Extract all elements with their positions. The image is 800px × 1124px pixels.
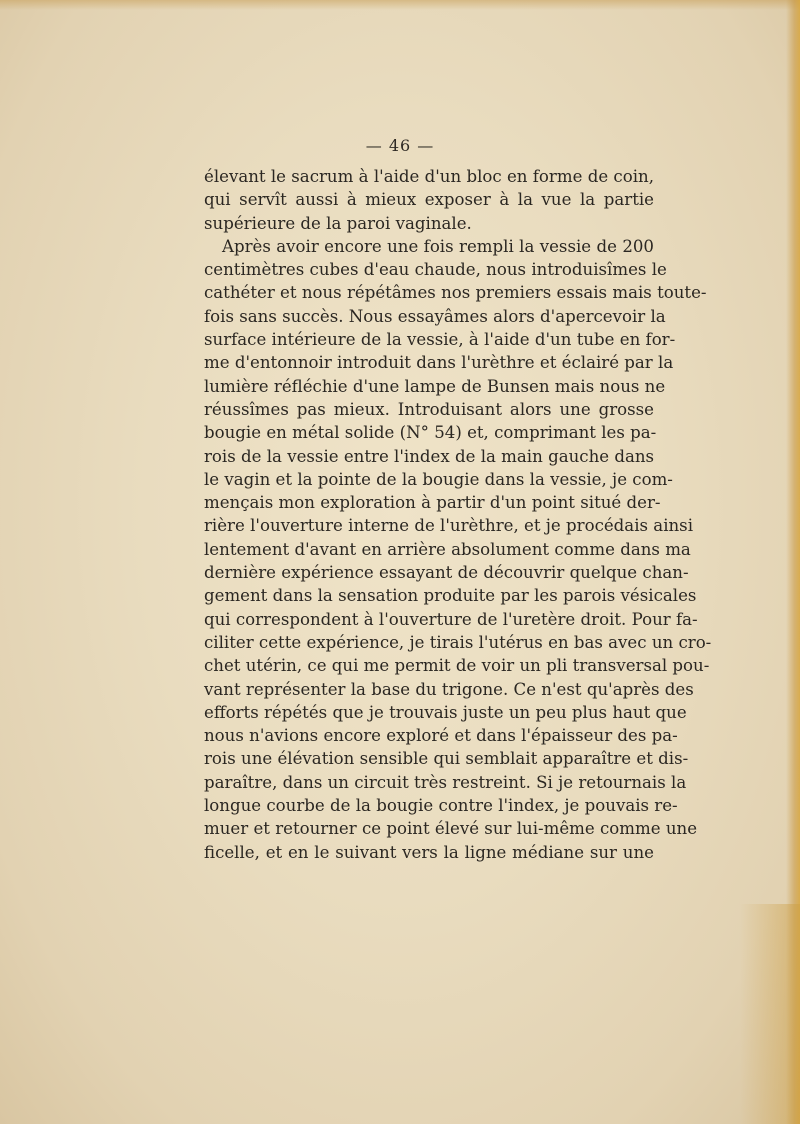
text-line: qui correspondent à l'ouverture de l'uretère droit. Pour fa- bbox=[204, 609, 698, 629]
text-line: lentement d'avant en arrière absolument comme dans ma bbox=[204, 539, 691, 559]
text-line: mençais mon exploration à partir d'un point situé der- bbox=[204, 493, 661, 513]
text-line: Après avoir encore une fois rempli la vessie de 200 bbox=[222, 236, 654, 256]
text-line: réussîmes pas mieux. Introduisant alors une grosse bbox=[204, 399, 654, 419]
text-line: vant représenter la base du trigone. Ce n'est qu'après des bbox=[204, 679, 694, 699]
text-line: longue courbe de la bougie contre l'index, je pouvais re- bbox=[204, 796, 678, 816]
page-number: — 46 — bbox=[365, 136, 435, 155]
page-corner-stain bbox=[740, 904, 800, 1124]
text-line: ciliter cette expérience, je tirais l'utérus en bas avec un cro- bbox=[204, 632, 712, 652]
text-line: nous n'avions encore exploré et dans l'épaisseur des pa- bbox=[204, 726, 678, 746]
text-line: dernière expérience essayant de découvrir quelque chan- bbox=[204, 563, 689, 583]
text-line: lumière réfléchie d'une lampe de Bunsen mais nous ne bbox=[204, 376, 666, 396]
text-line: rois de la vessie entre l'index de la main gauche dans bbox=[204, 446, 655, 466]
text-line: centimètres cubes d'eau chaude, nous introduisîmes le bbox=[204, 260, 667, 280]
text-line: bougie en métal solide (N° 54) et, comprimant les pa- bbox=[204, 423, 657, 443]
text-line: rière l'ouverture interne de l'urèthre, et je procédais ainsi bbox=[204, 516, 694, 536]
text-line: supérieure de la paroi vaginale. bbox=[204, 213, 472, 233]
text-line: rois une élévation sensible qui semblait apparaître et dis- bbox=[204, 749, 689, 769]
body-paragraphs bbox=[204, 165, 712, 864]
text-line: muer et retourner ce point élevé sur lui-même comme une bbox=[204, 819, 698, 839]
text-line: gement dans la sensation produite par les parois vésicales bbox=[204, 586, 697, 606]
page-top-edge-shading bbox=[0, 0, 800, 10]
text-line: qui servît aussi à mieux exposer à la vue la partie bbox=[204, 190, 654, 210]
text-line: le vagin et la pointe de la bougie dans la vessie, je com- bbox=[204, 469, 673, 489]
text-line: surface intérieure de la vessie, à l'aide d'un tube en for- bbox=[204, 330, 676, 350]
text-line: me d'entonnoir introduit dans l'urèthre et éclairé par la bbox=[204, 353, 674, 373]
text-line: paraître, dans un circuit très restreint. Si je retournais la bbox=[204, 772, 687, 792]
text-line: cathéter et nous répétâmes nos premiers essais mais toute- bbox=[204, 283, 707, 303]
text-line: chet utérin, ce qui me permit de voir un pli transversal pou- bbox=[204, 656, 710, 676]
text-line: élevant le sacrum à l'aide d'un bloc en forme de coin, bbox=[204, 167, 654, 186]
text-line: efforts répétés que je trouvais juste un peu plus haut que bbox=[204, 702, 687, 722]
text-line: fois sans succès. Nous essayâmes alors d'apercevoir la bbox=[204, 306, 666, 326]
text-line: ficelle, et en le suivant vers la ligne médiane sur une bbox=[204, 842, 654, 862]
